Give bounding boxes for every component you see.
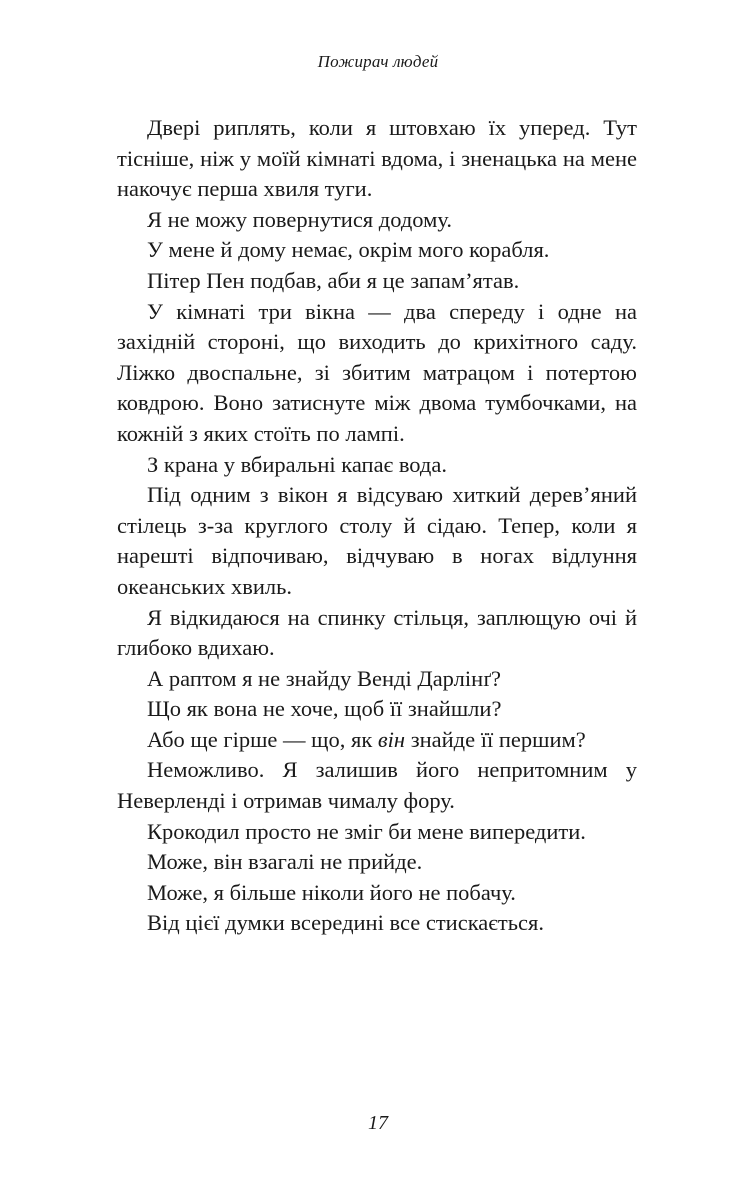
paragraph: Неможливо. Я залишив його непритомним у Неверленді і отримав чималу фору. (117, 757, 637, 814)
paragraph: Я не можу повернутися додому. (147, 206, 452, 232)
paragraph (117, 725, 637, 756)
paragraph: Під одним з вікон я відсуваю хиткий дерев’яний стілець з-за круглого столу й сідаю. Тепер, коли я нарешті відпочиваю, відчуваю в ногах відлуння океанських хвиль. (117, 482, 637, 599)
paragraph: Може, я більше ніколи його не побачу. (147, 879, 516, 905)
paragraph: З крана у вбиральні капає вода. (147, 451, 447, 477)
body-text (117, 113, 637, 939)
paragraph: Пітер Пен подбав, аби я це запам’ятав. (147, 267, 520, 293)
paragraph: Може, він взагалі не прийде. (147, 849, 423, 875)
paragraph-text: знайде її першим? (405, 726, 586, 752)
page-number: 17 (368, 1112, 388, 1134)
paragraph: Двері риплять, коли я штовхаю їх уперед. Тут тісніше, ніж у моїй кімнаті вдома, і зненацька на мене накочує перша хвиля туги. (117, 115, 637, 202)
paragraph: Від цієї думки всередині все стискається. (147, 910, 544, 936)
paragraph: У кімнаті три вікна — два спереду і одне на західній стороні, що виходить до крихітного саду. Ліжко двоспальне, зі збитим матрацом і потертою ковдрою. Воно затиснуте між двома тумбочками, на кожній з яких стоїть по лампі. (117, 298, 637, 446)
running-header: Пожирач людей (317, 52, 439, 71)
paragraph: У мене й дому немає, окрім мого корабля. (147, 237, 550, 263)
emphasized-word: він (377, 726, 406, 752)
paragraph-text: Або ще гірше — що, як (147, 726, 378, 752)
paragraph: Я відкидаюся на спинку стільця, заплющую очі й глибоко вдихаю. (117, 604, 637, 661)
paragraph: А раптом я не знайду Венді Дарлінґ? (147, 665, 502, 691)
paragraph: Що як вона не хоче, щоб її знайшли? (147, 696, 502, 722)
paragraph: Крокодил просто не зміг би мене випередити. (147, 818, 586, 844)
